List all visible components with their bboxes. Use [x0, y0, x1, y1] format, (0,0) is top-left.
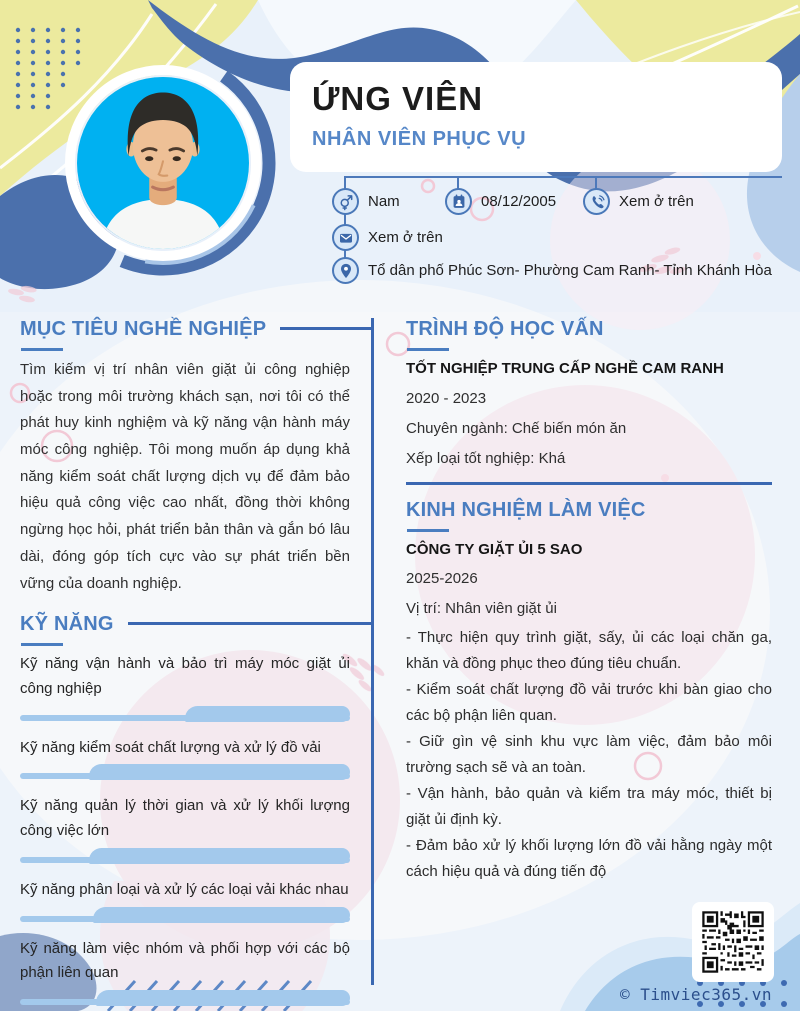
- skill-item: [20, 736, 350, 781]
- skill-bar-fill: [89, 848, 350, 864]
- skill-item: [20, 652, 350, 722]
- contact-email-value: Xem ở trên: [368, 229, 443, 246]
- contact-gender-value: Nam: [368, 193, 400, 210]
- skill-bar: [20, 706, 350, 722]
- education-school: TỐT NGHIỆP TRUNG CẤP NGHỀ CAM RANH: [406, 360, 724, 377]
- skill-bar: [20, 764, 350, 780]
- name-card: [290, 62, 782, 172]
- education-period: 2020 - 2023: [406, 389, 487, 407]
- skill-item: [20, 878, 350, 923]
- section-experience: [406, 499, 772, 885]
- skill-item: [20, 937, 350, 1007]
- skill-bar: [20, 848, 350, 864]
- education-heading: [406, 318, 772, 351]
- education-title: TRÌNH ĐỘ HỌC VẤN: [406, 318, 604, 351]
- contact-phone: [583, 188, 694, 215]
- contact-gender: [332, 188, 445, 215]
- right-column: [406, 318, 772, 885]
- phone-icon: [583, 188, 610, 215]
- skill-bar: [20, 990, 350, 1006]
- skill-bar-fill: [89, 764, 350, 780]
- objective-heading: [20, 318, 372, 351]
- experience-heading: [406, 499, 772, 532]
- contact-phone-value: Xem ở trên: [619, 193, 694, 210]
- candidate-title: ỨNG VIÊN: [312, 80, 484, 117]
- experience-title: KINH NGHIỆM LÀM VIỆC: [406, 499, 646, 532]
- calendar-icon: [445, 188, 472, 215]
- experience-bullet: - Kiểm soát chất lượng đồ vải trước khi bàn giao cho các bộ phận liên quan.: [406, 681, 772, 725]
- candidate-position: NHÂN VIÊN PHỤC VỤ: [312, 128, 527, 150]
- contact-connector-line: [345, 176, 782, 178]
- objective-text: Tìm kiếm vị trí nhân viên giặt ủi công nghiệp hoặc trong môi trường khách sạn, nơi tôi có thể phát huy kinh nghiệm và kỹ năng vận hành máy móc công nghiệp. Tôi mong muốn áp dụng khả năng kiểm soát chất lượng dịch vụ để đảm bảo hiệu quả công việc cao nhất, đồng thời không ngừng học hỏi, phát triển bản thân và gắn bó lâu dài, đóng góp tích cực vào sự phát triển bền vững của doanh nghiệp.: [20, 361, 350, 592]
- skill-label: Kỹ năng quản lý thời gian và xử lý khối lượng công việc lớn: [20, 797, 350, 840]
- experience-bullets: [406, 625, 772, 884]
- section-education: [406, 318, 772, 472]
- skills-list: [20, 652, 372, 1006]
- skills-title: KỸ NĂNG: [20, 613, 114, 646]
- candidate-photo: [77, 77, 249, 249]
- location-icon: [332, 257, 359, 284]
- qr-code: [692, 902, 774, 982]
- experience-period: 2025-2026: [406, 570, 478, 588]
- skill-item: [20, 794, 350, 864]
- contact-birthday: [445, 188, 583, 215]
- email-icon: [332, 224, 359, 251]
- contact-address-value: Tổ dân phố Phúc Sơn- Phường Cam Ranh- Tỉnh Khánh Hòa: [368, 262, 772, 279]
- skill-bar-fill: [185, 706, 350, 722]
- heading-rule: [280, 327, 372, 330]
- skill-bar: [20, 907, 350, 923]
- left-column: [20, 318, 372, 1011]
- experience-bullet: - Giữ gìn vệ sinh khu vực làm việc, đảm bảo môi trường sạch sẽ và an toàn.: [406, 732, 772, 776]
- skill-label: Kỹ năng kiểm soát chất lượng và xử lý đồ vải: [20, 738, 321, 756]
- skill-bar-fill: [93, 907, 350, 923]
- experience-bullet: - Đảm bảo xử lý khối lượng lớn đồ vải hằng ngày một cách hiệu quả và đúng tiến độ: [406, 836, 772, 880]
- skill-label: Kỹ năng phân loại và xử lý các loại vải khác nhau: [20, 880, 349, 898]
- heading-rule: [128, 622, 372, 625]
- section-objective: [20, 318, 372, 597]
- gender-icon: [332, 188, 359, 215]
- skill-label: Kỹ năng vận hành và bảo trì máy móc giặt ủi công nghiệp: [20, 655, 350, 697]
- experience-position: Vị trí: Nhân viên giặt ủi: [406, 600, 557, 618]
- objective-title: MỤC TIÊU NGHỀ NGHIỆP: [20, 318, 266, 351]
- contact-address: [332, 257, 772, 284]
- section-divider: [406, 482, 772, 485]
- education-grade: Xếp loại tốt nghiệp: Khá: [406, 449, 566, 467]
- skill-label: Kỹ năng làm việc nhóm và phối hợp với các bộ phận liên quan: [20, 939, 350, 982]
- skills-heading: [20, 613, 372, 646]
- section-skills: [20, 613, 372, 1006]
- experience-company: CÔNG TY GIẶT ỦI 5 SAO: [406, 540, 583, 558]
- experience-bullet: - Thực hiện quy trình giặt, sấy, ủi các loại chăn ga, khăn và đồng phục theo đúng tiêu chuẩn.: [406, 629, 772, 673]
- watermark: © Timviec365.vn: [620, 985, 772, 1004]
- experience-bullet: - Vận hành, bảo quản và kiểm tra máy móc, thiết bị giặt ủi định kỳ.: [406, 784, 772, 828]
- skill-bar-fill: [96, 990, 350, 1006]
- contact-birthday-value: 08/12/2005: [481, 193, 557, 210]
- contact-email: [332, 224, 443, 251]
- education-major: Chuyên ngành: Chế biến món ăn: [406, 419, 627, 437]
